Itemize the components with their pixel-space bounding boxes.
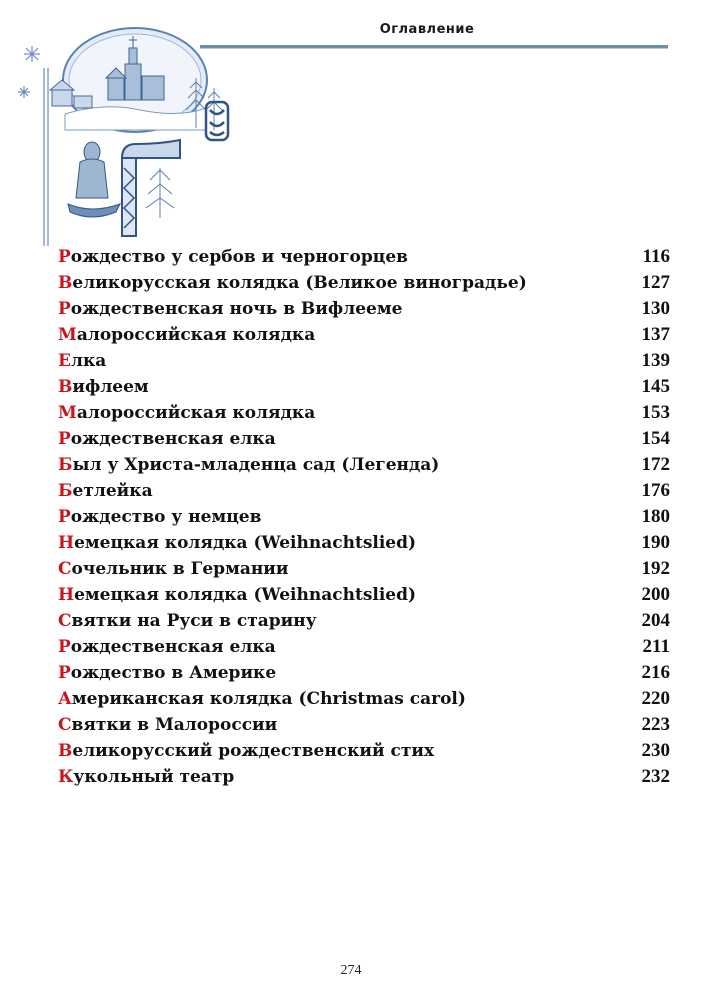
page-number: 137	[641, 324, 670, 345]
title-text: еликорусский рождественский стих	[72, 741, 435, 761]
page-number: 211	[642, 636, 670, 657]
toc-entry[interactable]	[58, 296, 670, 322]
page-number: 220	[641, 688, 670, 709]
title-text: очельник в Германии	[71, 559, 289, 579]
red-initial: А	[58, 689, 72, 709]
title-text: емецкая колядка (Weihnachtslied)	[74, 585, 417, 605]
page-number: 116	[642, 246, 670, 267]
title-text: ифлеем	[72, 377, 149, 397]
title-text: ождество у сербов и черногорцев	[70, 247, 408, 267]
page-header-title: Оглавление	[379, 22, 475, 37]
entry-title	[58, 403, 315, 423]
page-number: 204	[641, 610, 670, 631]
entry-title	[58, 299, 402, 319]
red-initial: Р	[58, 247, 71, 267]
title-text: ождественская ночь в Вифлееме	[70, 299, 403, 319]
header-rule	[200, 45, 668, 49]
red-initial: М	[58, 403, 77, 423]
page-number: 139	[641, 350, 670, 371]
title-text: емецкая колядка (Weihnachtslied)	[74, 533, 417, 553]
entry-title	[58, 559, 289, 579]
red-initial: В	[58, 273, 73, 293]
title-text: ождество в Америке	[70, 663, 277, 683]
toc-entry[interactable]	[58, 712, 670, 738]
toc-entry[interactable]	[58, 738, 670, 764]
red-initial: С	[58, 715, 72, 735]
red-initial: В	[58, 377, 73, 397]
entry-title	[58, 741, 434, 761]
toc-entry[interactable]	[58, 244, 670, 270]
page-number: 192	[641, 558, 670, 579]
red-initial: Р	[58, 637, 71, 657]
title-text: ождественская елка	[70, 637, 276, 657]
red-initial: Р	[58, 429, 71, 449]
ornament-knot-icon	[206, 102, 228, 140]
page-number: 176	[641, 480, 670, 501]
winter-village-vignette	[10, 18, 238, 248]
title-text: етлейка	[72, 481, 153, 501]
title-text: укольный театр	[73, 767, 235, 787]
footer-page-number: 274	[340, 963, 362, 978]
entry-title	[58, 689, 466, 709]
toc-entry[interactable]	[58, 478, 670, 504]
page-number: 190	[641, 532, 670, 553]
page-number: 180	[641, 506, 670, 527]
toc-entry[interactable]	[58, 608, 670, 634]
toc-entry[interactable]	[58, 322, 670, 348]
title-text: еликорусская колядка (Великое виноградье)	[72, 273, 527, 293]
toc-entry[interactable]	[58, 530, 670, 556]
page-number: 223	[641, 714, 670, 735]
toc-entry[interactable]	[58, 764, 670, 790]
title-text: ождественская елка	[70, 429, 276, 449]
entry-title	[58, 767, 234, 787]
sleigh-figure-icon	[68, 142, 120, 217]
toc-entry[interactable]	[58, 504, 670, 530]
red-initial: Б	[58, 455, 73, 475]
entry-title	[58, 247, 408, 267]
table-of-contents	[58, 244, 670, 790]
entry-title	[58, 637, 276, 657]
page-number: 145	[641, 376, 670, 397]
red-initial: Б	[58, 481, 73, 501]
entry-title	[58, 481, 153, 501]
entry-title	[58, 507, 261, 527]
page-number: 154	[641, 428, 670, 449]
red-initial: С	[58, 559, 72, 579]
toc-entry[interactable]	[58, 660, 670, 686]
entry-title	[58, 533, 416, 553]
entry-title	[58, 585, 416, 605]
red-initial: М	[58, 325, 77, 345]
entry-title	[58, 377, 149, 397]
red-initial: Р	[58, 663, 71, 683]
title-text: вятки в Малороссии	[71, 715, 278, 735]
entry-title	[58, 429, 276, 449]
red-initial: Е	[58, 351, 71, 371]
page-number: 153	[641, 402, 670, 423]
page-number: 127	[641, 272, 670, 293]
red-initial: Н	[58, 533, 75, 553]
toc-entry[interactable]	[58, 400, 670, 426]
title-text: алороссийская колядка	[76, 325, 316, 345]
entry-title	[58, 351, 106, 371]
toc-entry[interactable]	[58, 556, 670, 582]
page-number: 130	[641, 298, 670, 319]
page-number: 216	[641, 662, 670, 683]
title-text: лка	[70, 351, 107, 371]
title-text: алороссийская колядка	[76, 403, 316, 423]
page-number: 230	[641, 740, 670, 761]
entry-title	[58, 715, 277, 735]
page-number: 200	[641, 584, 670, 605]
entry-title	[58, 455, 439, 475]
title-text: мериканская колядка (Christmas carol)	[71, 689, 466, 709]
entry-title	[58, 325, 315, 345]
red-initial: Н	[58, 585, 75, 605]
snowflake-icon	[18, 46, 40, 98]
toc-entry[interactable]	[58, 634, 670, 660]
toc-entry[interactable]	[58, 452, 670, 478]
entry-title	[58, 273, 527, 293]
toc-entry[interactable]	[58, 426, 670, 452]
entry-title	[58, 663, 276, 683]
toc-entry[interactable]	[58, 270, 670, 296]
entry-title	[58, 611, 317, 631]
title-text: ождество у немцев	[70, 507, 262, 527]
toc-entry[interactable]	[58, 374, 670, 400]
red-initial: С	[58, 611, 72, 631]
toc-entry[interactable]	[58, 582, 670, 608]
toc-entry[interactable]	[58, 686, 670, 712]
red-initial: В	[58, 741, 73, 761]
toc-entry[interactable]	[58, 348, 670, 374]
page-number: 172	[641, 454, 670, 475]
red-initial: К	[58, 767, 74, 787]
red-initial: Р	[58, 299, 71, 319]
red-initial: Р	[58, 507, 71, 527]
title-text: ыл у Христа-младенца сад (Легенда)	[72, 455, 440, 475]
title-text: вятки на Руси в старину	[71, 611, 317, 631]
page-number: 232	[641, 766, 670, 787]
